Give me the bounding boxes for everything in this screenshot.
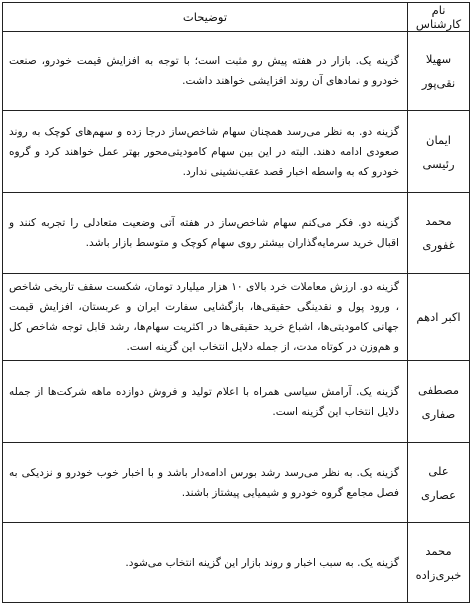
expert-name: ایمان رئیسی <box>408 111 470 193</box>
table-row <box>3 193 470 274</box>
expert-name: اکبر ادهم <box>408 274 470 361</box>
expert-comment: گزینه یک. بازار در هفته پیش رو مثبت است؛ با توجه به افزایش قیمت خودرو، صنعت خودرو و نمادهای آن روند افزایشی خواهند داشت. <box>3 32 408 111</box>
expert-comment: گزینه یک. آرامش سیاسی همراه با اعلام تولید و فروش دوازده ماهه شرکت‌ها از جمله دلایل انتخاب این گزینه است. <box>3 361 408 443</box>
expert-comment: گزینه دو. فکر می‌کنم سهام شاخص‌ساز در هفته آتی وضعیت متعادلی را تجربه کنند و اقبال خرید سرمایه‌گذاران بیشتر روی سهام کوچک و متوسط بازار باشد. <box>3 193 408 274</box>
table-row <box>3 361 470 443</box>
expert-name: مصطفی صفاری <box>408 361 470 443</box>
expert-name: محمد خبری‌زاده <box>408 523 470 603</box>
table-row <box>3 523 470 603</box>
table-row <box>3 443 470 523</box>
expert-name: محمد غفوری <box>408 193 470 274</box>
expert-comment: گزینه دو. به نظر می‌رسد همچنان سهام شاخص‌ساز درجا زده و سهم‌های کوچک به روند صعودی ادامه دهند. البته در این بین سهام کامودیتی‌محور بهتر عمل خواهند کرد و گروه خودرو که به واسطه اخبار قصد عقب‌نشینی ندارد. <box>3 111 408 193</box>
expert-name: علی عصاری <box>408 443 470 523</box>
expert-name: سهیلا نقی‌پور <box>408 32 470 111</box>
experts-table <box>2 2 470 603</box>
table-row <box>3 32 470 111</box>
table-header-row <box>3 3 470 32</box>
expert-comment: گزینه یک. به نظر می‌رسد رشد بورس ادامه‌دار باشد و با اخبار خوب خودرو و نزدیکی به فصل مجامع گروه خودرو و شیمیایی پیشتاز باشند. <box>3 443 408 523</box>
table-row <box>3 111 470 193</box>
table-row <box>3 274 470 361</box>
expert-comment: گزینه دو. ارزش معاملات خرد بالای ۱۰ هزار میلیارد تومان، شکست سقف تاریخی شاخص ، ورود پول و نقدینگی حقیقی‌ها، بازگشایی سفارت ایران و عربستان، افزایش قیمت جهانی کامودیتی‌ها، اشباع خرید حقیقی‌ها در اکثریت سهام‌ها، رشد قابل توجه شاخص کل و هم‌وزن در کوتاه مدت، از جمله دلایل انتخاب این گزینه است. <box>3 274 408 361</box>
header-name: نام کارشناس <box>408 3 470 32</box>
header-desc: توضیحات <box>3 3 408 32</box>
expert-comment: گزینه یک. به سبب اخبار و روند بازار این گزینه انتخاب می‌شود. <box>3 523 408 603</box>
